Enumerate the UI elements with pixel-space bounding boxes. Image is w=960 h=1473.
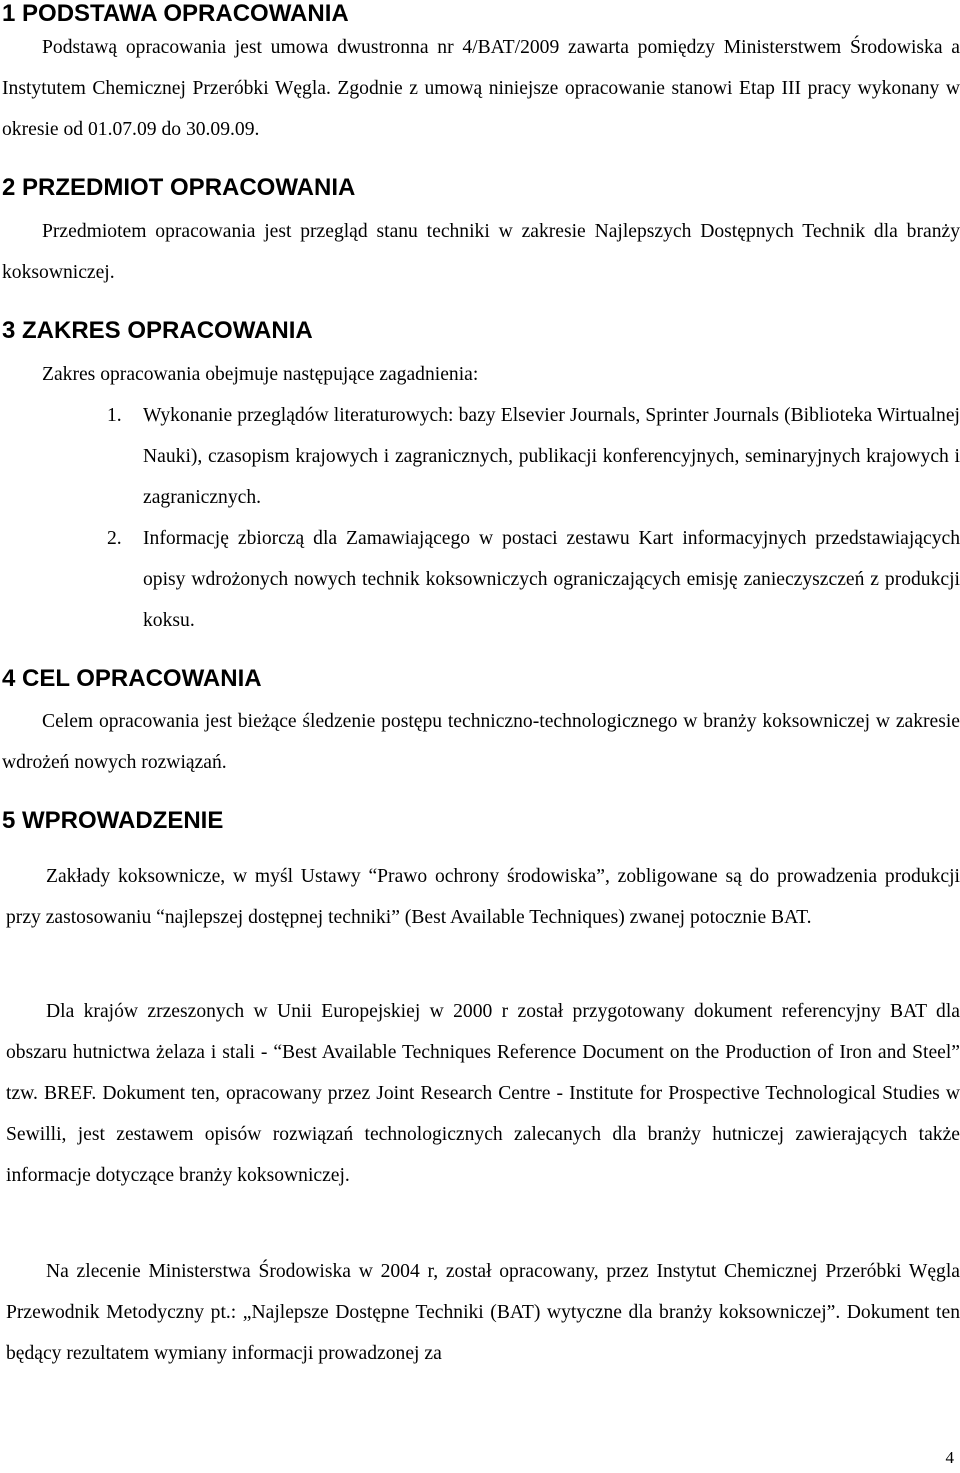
list-item <box>0 518 960 641</box>
section-3-heading: 3 ZAKRES OPRACOWANIA <box>2 317 313 344</box>
list-item-text: Wykonanie przeglądów literaturowych: bazy Elsevier Journals, Sprinter Journals (Biblioteka Wirtualnej Nauki), czasopism krajowych i zagranicznych, publikacji konferencyjnych, seminaryjnych krajowych i zagranicznych. <box>143 405 960 508</box>
section-5-heading: 5 WPROWADZENIE <box>2 807 224 834</box>
list-item-text: Informację zbiorczą dla Zamawiającego w postaci zestawu Kart informacyjnych przedstawiających opisy wdrożonych nowych technik koksowniczych ograniczających emisję zanieczyszczeń z produkcji koksu. <box>143 528 960 631</box>
section-5-paragraph-2: Dla krajów zrzeszonych w Unii Europejskiej w 2000 r został przygotowany dokument referencyjny BAT dla obszaru hutnictwa żelaza i stali - “Best Available Techniques Reference Document on the Production of Iron and Steel” tzw. BREF. Dokument ten, opracowany przez Joint Research Centre - Institute for Prospective Technological Studies w Sewilli, jest zestawem opisów rozwiązań technologicznych zalecanych dla branży hutniczej zawierających także informacje dotyczące branży koksowniczej. <box>6 1001 960 1186</box>
scope-list <box>0 395 960 641</box>
section-5-paragraph-1: Zakłady koksownicze, w myśl Ustawy “Prawo ochrony środowiska”, zobligowane są do prowadzenia produkcji przy zastosowaniu “najlepszej dostępnej techniki” (Best Available Techniques) zwanej potocznie BAT. <box>6 866 960 928</box>
list-item-number: 2. <box>107 528 122 549</box>
section-1-heading: 1 PODSTAWA OPRACOWANIA <box>2 0 349 27</box>
section-2-heading: 2 PRZEDMIOT OPRACOWANIA <box>2 174 356 201</box>
section-4-paragraph: Celem opracowania jest bieżące śledzenie postępu techniczno-technologicznego w branży koksowniczej w zakresie wdrożeń nowych rozwiązań. <box>2 711 960 773</box>
list-item <box>0 395 960 518</box>
list-item-number: 1. <box>107 405 122 426</box>
section-5-paragraph-3: Na zlecenie Ministerstwa Środowiska w 2004 r, został opracowany, przez Instytut Chemicznej Przeróbki Węgla Przewodnik Metodyczny pt.: „Najlepsze Dostępne Techniki (BAT) wytyczne dla branży koksowniczej”. Dokument ten będący rezultatem wymiany informacji prowadzonej za <box>6 1261 960 1364</box>
page-number: 4 <box>945 1448 954 1467</box>
section-1-paragraph: Podstawą opracowania jest umowa dwustronna nr 4/BAT/2009 zawarta pomiędzy Ministerstwem Środowiska a Instytutem Chemicznej Przeróbki Węgla. Zgodnie z umową niniejsze opracowanie stanowi Etap III pracy wykonany w okresie od 01.07.09 do 30.09.09. <box>2 37 960 140</box>
section-4-heading: 4 CEL OPRACOWANIA <box>2 665 262 692</box>
section-2-paragraph: Przedmiotem opracowania jest przegląd stanu techniki w zakresie Najlepszych Dostępnych Technik dla branży koksowniczej. <box>2 221 960 283</box>
section-3-intro: Zakres opracowania obejmuje następujące zagadnienia: <box>42 364 479 385</box>
